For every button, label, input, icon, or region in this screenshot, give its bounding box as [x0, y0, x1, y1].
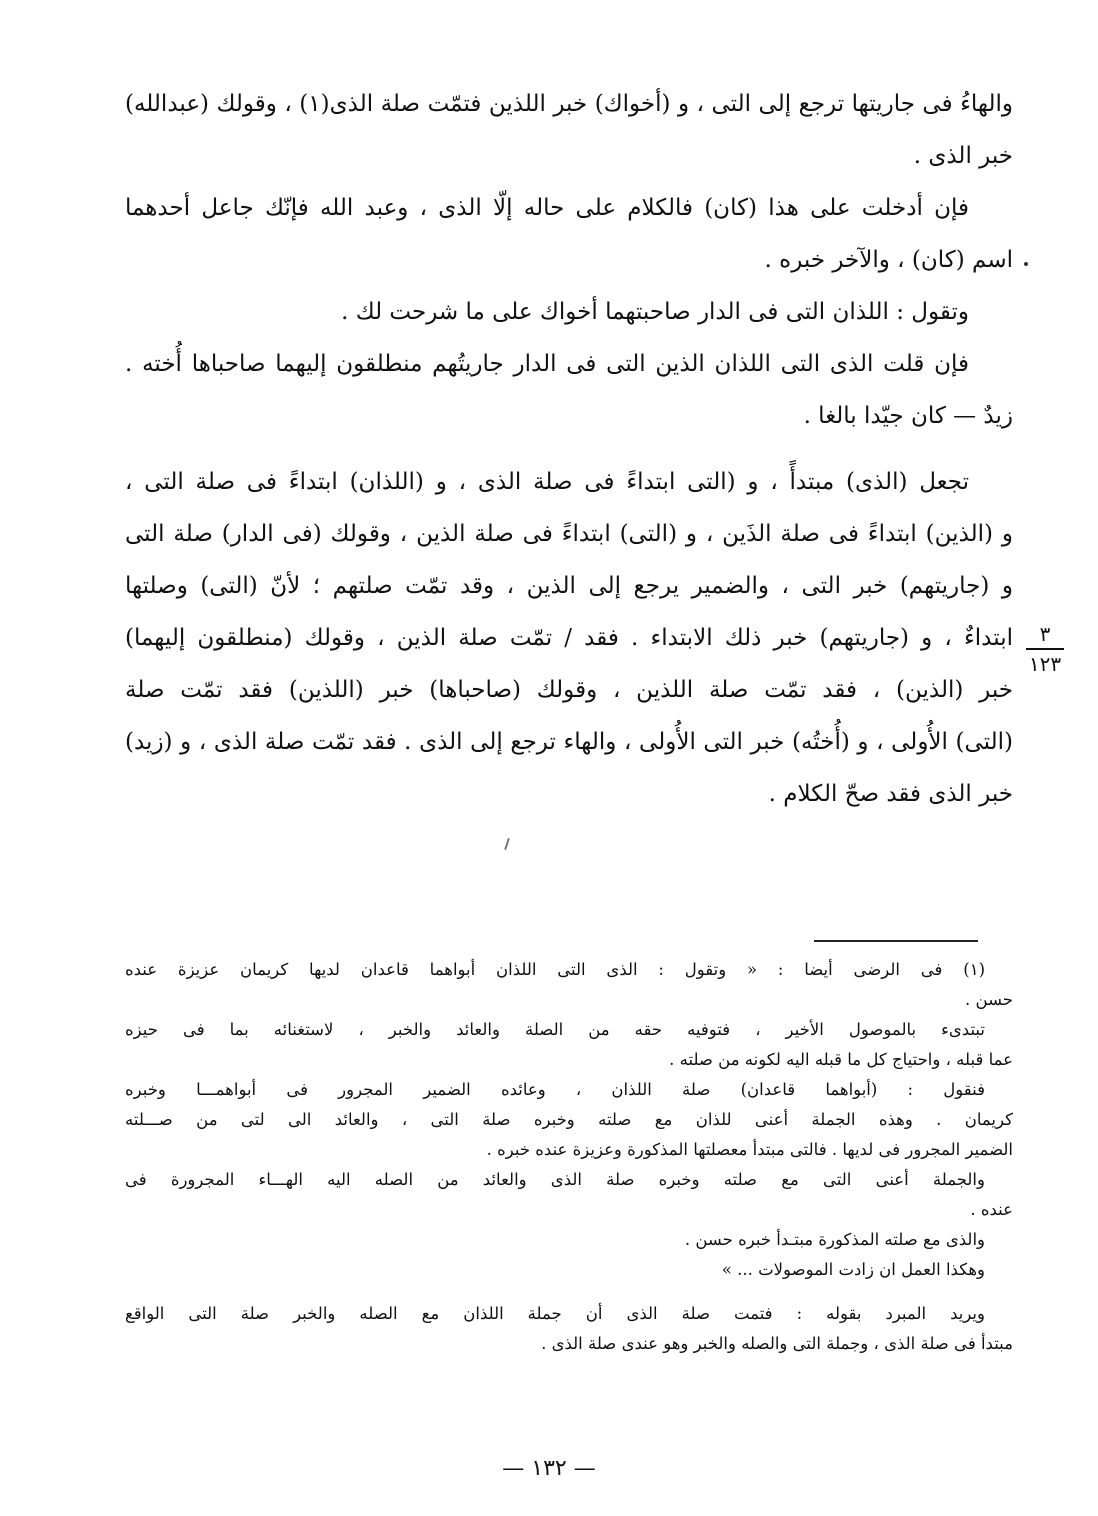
footnote-line: كريمان . وهذه الجملة أعنى للذان مع صلته وخبره صلة التى ، والعائد الى لتى من صـــلته	[125, 1110, 1013, 1129]
text-line: اسم (كان) ، والآخر خبره .	[764, 247, 1013, 273]
text-line: تجعل (الذى) مبتدأً ، و (التى ابتداءً فى صلة الذى ، و (اللذان) ابتداءً فى صلة التى ،	[125, 469, 969, 495]
footnote-line: عما قبله ، واحتياج كل ما قبله اليه لكونه من صلته .	[669, 1050, 1013, 1069]
stray-ink-mark	[504, 838, 510, 850]
footnote-line: حسن .	[965, 990, 1013, 1009]
folio-page-number: ١٢٣	[1028, 652, 1062, 676]
text-line: ابتداءٌ ، و (جاريتهم) خبر ذلك الابتداء . فقد / تمّت صلة الذين ، وقولك (منطلقون إليهما)	[125, 625, 1013, 651]
footnote-line: والجملة أعنى التى مع صلته وخبره صلة الذى والعائد من الصله اليه الهـــاء المجرورة فى	[125, 1170, 985, 1189]
text-line: فإن أدخلت على هذا (كان) فالكلام على حاله إلّا الذى ، وعبد الله فإنّك جاعل أحدهما	[125, 195, 969, 221]
footnote-separator	[814, 940, 978, 942]
footnote-line: تبتدىء بالموصول الأخير ، فتوفيه حقه من الصلة والعائد والخبر ، لاستغنائه بما فى حيزه	[125, 1020, 985, 1039]
text-line: خبر (الذين) ، فقد تمّت صلة اللذين ، وقولك (صاحباها) خبر (اللذين) فقد تمّت صلة	[125, 677, 1013, 703]
footnotes	[125, 955, 1013, 1359]
text-line: وتقول : اللذان التى فى الدار صاحبتهما أخواك على ما شرحت لك .	[341, 299, 969, 325]
text-line: (التى) الأُولى ، و (أُختُه) خبر التى الأُولى ، والهاء ترجع إلى الذى . فقد تمّت صلة الذى ، و (زيد)	[125, 729, 1013, 755]
folio-number: ٣	[1026, 622, 1064, 650]
footnote-line: ويريد المبرد بقوله : فتمت صلة الذى أن جملة اللذان مع الصله والخبر صلة التى الواقع	[125, 1304, 985, 1323]
text-line: فإن قلت الذى التى اللذان الذين التى فى الدار جاريتُهم منطلقون إليهما صاحباها أُخته .	[125, 351, 969, 377]
footnote-line: والذى مع صلته المذكورة مبتـدأ خبره حسن .	[684, 1230, 985, 1249]
text-line: و (جاريتهم) خبر التى ، والضمير يرجع إلى الذين ، وقد تمّت صلتهم ؛ لأنّ (التى) وصلتها	[125, 573, 1013, 599]
footnote-line: وهكذا العمل ان زادت الموصولات ... »	[721, 1260, 985, 1279]
manuscript-folio-note	[1020, 622, 1070, 676]
footnote-line: الضمير المجرور فى لديها . فالتى مبتدأ معصلتها المذكورة وعزيزة عنده خبره .	[486, 1140, 1013, 1159]
text-line: زيدٌ — كان جيّدا بالغا .	[803, 403, 1013, 429]
footnote-line: فنقول : (أبواهما قاعدان) صلة اللذان ، وعائده الضمير المجرور فى أبواهمـــا وخبره	[125, 1080, 985, 1099]
text-line: و (الذين) ابتداءً فى صلة الذَين ، و (التى) ابتداءً فى صلة الذين ، وقولك (فى الدار) صلة التى	[125, 521, 1013, 547]
footnote-line: (١) فى الرضى أيضا : « وتقول : الذى التى اللذان أبواهما قاعدان لديها كريمان عزيزة عنده	[125, 960, 985, 979]
footnote-line: مبتدأ فى صلة الذى ، وجملة التى والصله والخبر وهو عندى صلة الذى .	[541, 1334, 1013, 1353]
text-line: خبر الذى .	[913, 143, 1013, 169]
text-line: خبر الذى فقد صحّ الكلام .	[768, 781, 1013, 807]
main-text	[125, 78, 1013, 820]
text-line: والهاءُ فى جاريتها ترجع إلى التى ، و (أخواك) خبر اللذين فتمّت صلة الذى(١) ، وقولك (عبدالله)	[125, 91, 1013, 117]
footnote-line: عنده .	[970, 1200, 1013, 1219]
stray-ink-dot	[1024, 262, 1028, 266]
page-number: — ١٣٢ —	[502, 1456, 596, 1481]
